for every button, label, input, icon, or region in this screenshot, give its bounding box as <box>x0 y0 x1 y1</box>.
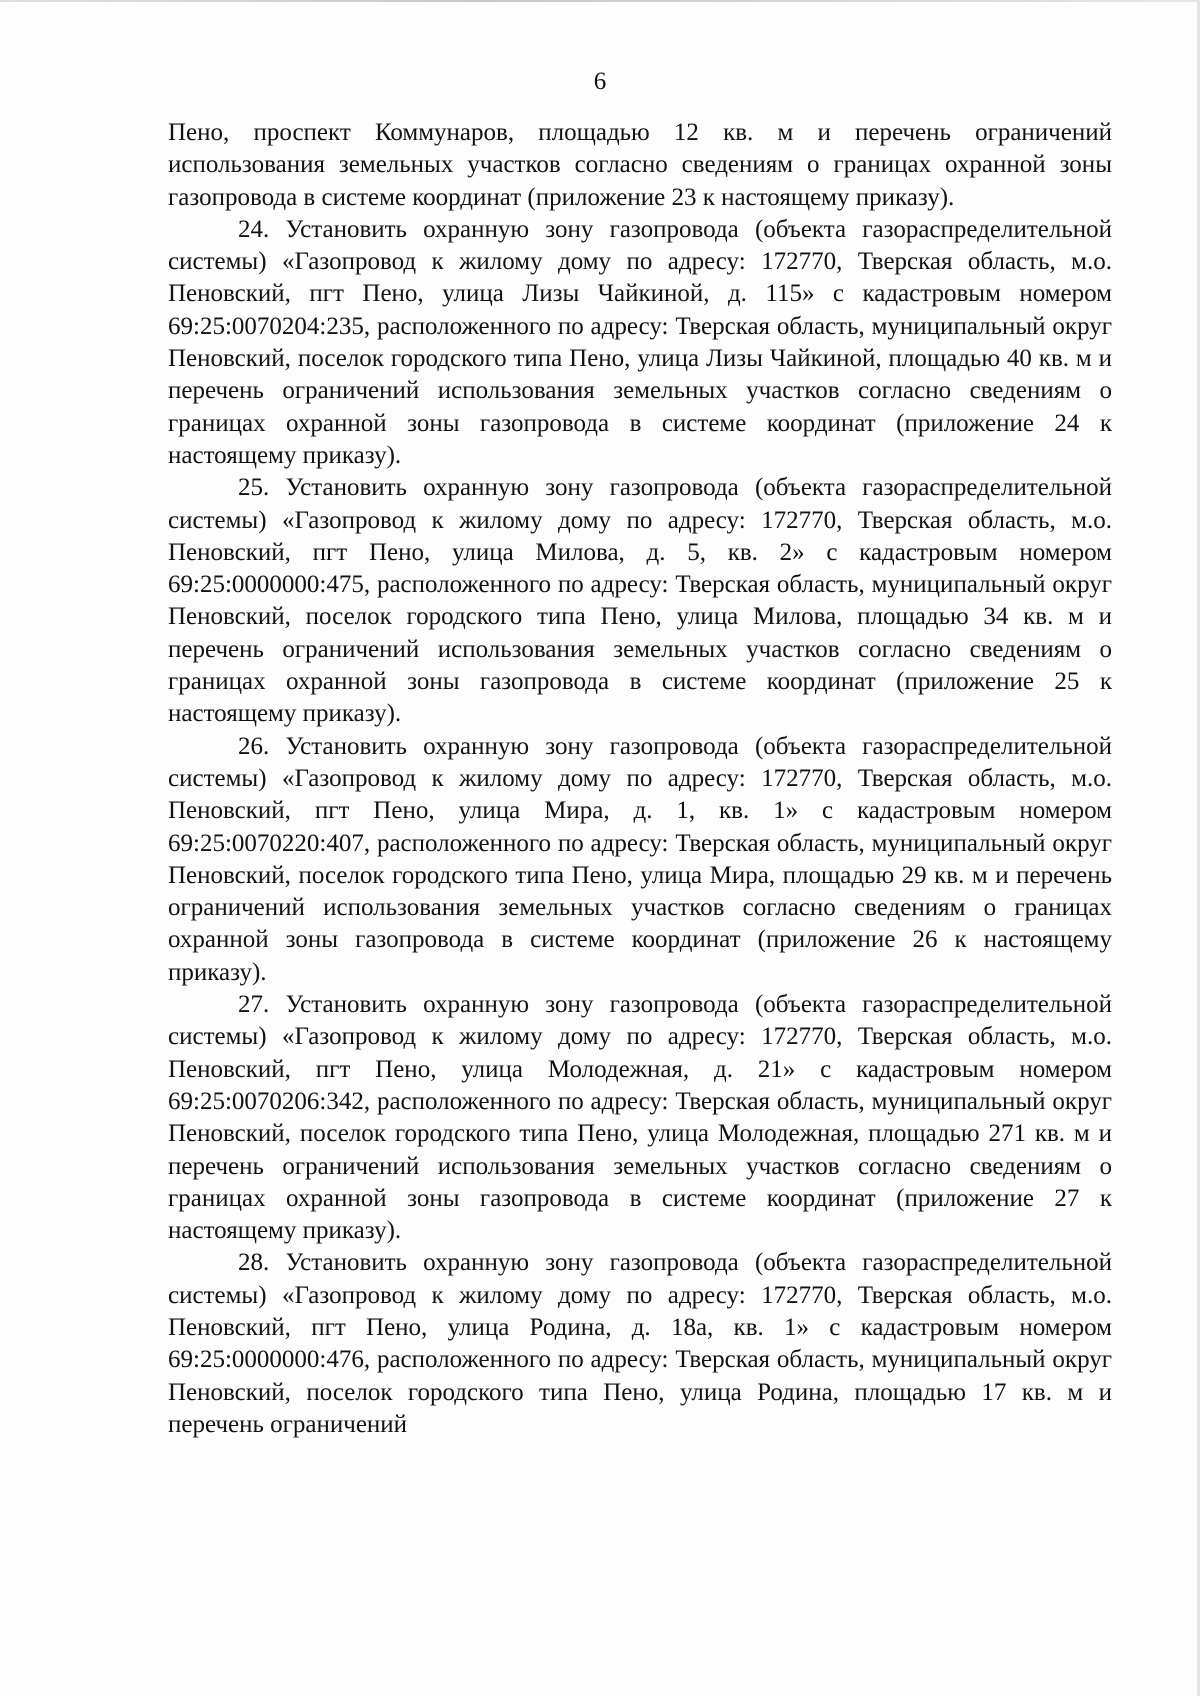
document-body <box>168 117 1112 1441</box>
page-number: 6 <box>593 68 607 95</box>
paragraph-24: 24. Установить охранную зону газопровода (объекта газораспределительной системы) «Газопровод к жилому дому по адресу: 172770, Тверская область, м.о. Пеновский, пгт Пено, улица Лизы Чайкиной, д. 115» с кадастровым номером 69:25:0070204:235, расположенного по адресу: Тверская область, муниципальный округ Пеновский, поселок городского типа Пено, улица Лизы Чайкиной, площадью 40 кв. м и перечень ограничений использования земельных участков согласно сведениям о границах охранной зоны газопровода в системе координат (приложение 24 к настоящему приказу). <box>168 215 1112 469</box>
paragraph-26: 26. Установить охранную зону газопровода (объекта газораспределительной системы) «Газопровод к жилому дому по адресу: 172770, Тверская область, м.о. Пеновский, пгт Пено, улица Мира, д. 1, кв. 1» с кадастровым номером 69:25:0070220:407, расположенного по адресу: Тверская область, муниципальный округ Пеновский, поселок городского типа Пено, улица Мира, площадью 29 кв. м и перечень ограничений использования земельных участков согласно сведениям о границах охранной зоны газопровода в системе координат (приложение 26 к настоящему приказу). <box>168 732 1112 986</box>
paragraph-28: 28. Установить охранную зону газопровода (объекта газораспределительной системы) «Газопровод к жилому дому по адресу: 172770, Тверская область, м.о. Пеновский, пгт Пено, улица Родина, д. 18а, кв. 1» с кадастровым номером 69:25:0000000:476, расположенного по адресу: Тверская область, муниципальный округ Пеновский, поселок городского типа Пено, улица Родина, площадью 17 кв. м и перечень ограничений <box>168 1249 1112 1438</box>
page-top-edge <box>0 0 1200 2</box>
paragraph-25: 25. Установить охранную зону газопровода (объекта газораспределительной системы) «Газопровод к жилому дому по адресу: 172770, Тверская область, м.о. Пеновский, пгт Пено, улица Милова, д. 5, кв. 2» с кадастровым номером 69:25:0000000:475, расположенного по адресу: Тверская область, муниципальный округ Пеновский, поселок городского типа Пено, улица Милова, площадью 34 кв. м и перечень ограничений использования земельных участков согласно сведениям о границах охранной зоны газопровода в системе координат (приложение 25 к настоящему приказу). <box>168 474 1112 728</box>
paragraph-27: 27. Установить охранную зону газопровода (объекта газораспределительной системы) «Газопровод к жилому дому по адресу: 172770, Тверская область, м.о. Пеновский, пгт Пено, улица Молодежная, д. 21» с кадастровым номером 69:25:0070206:342, расположенного по адресу: Тверская область, муниципальный округ Пеновский, поселок городского типа Пено, улица Молодежная, площадью 271 кв. м и перечень ограничений использования земельных участков согласно сведениям о границах охранной зоны газопровода в системе координат (приложение 27 к настоящему приказу). <box>168 991 1112 1245</box>
paragraph-23-continuation: Пено, проспект Коммунаров, площадью 12 кв. м и перечень ограничений использования земельных участков согласно сведениям о границах охранной зоны газопровода в системе координат (приложение 23 к настоящему приказу). <box>168 119 1112 211</box>
